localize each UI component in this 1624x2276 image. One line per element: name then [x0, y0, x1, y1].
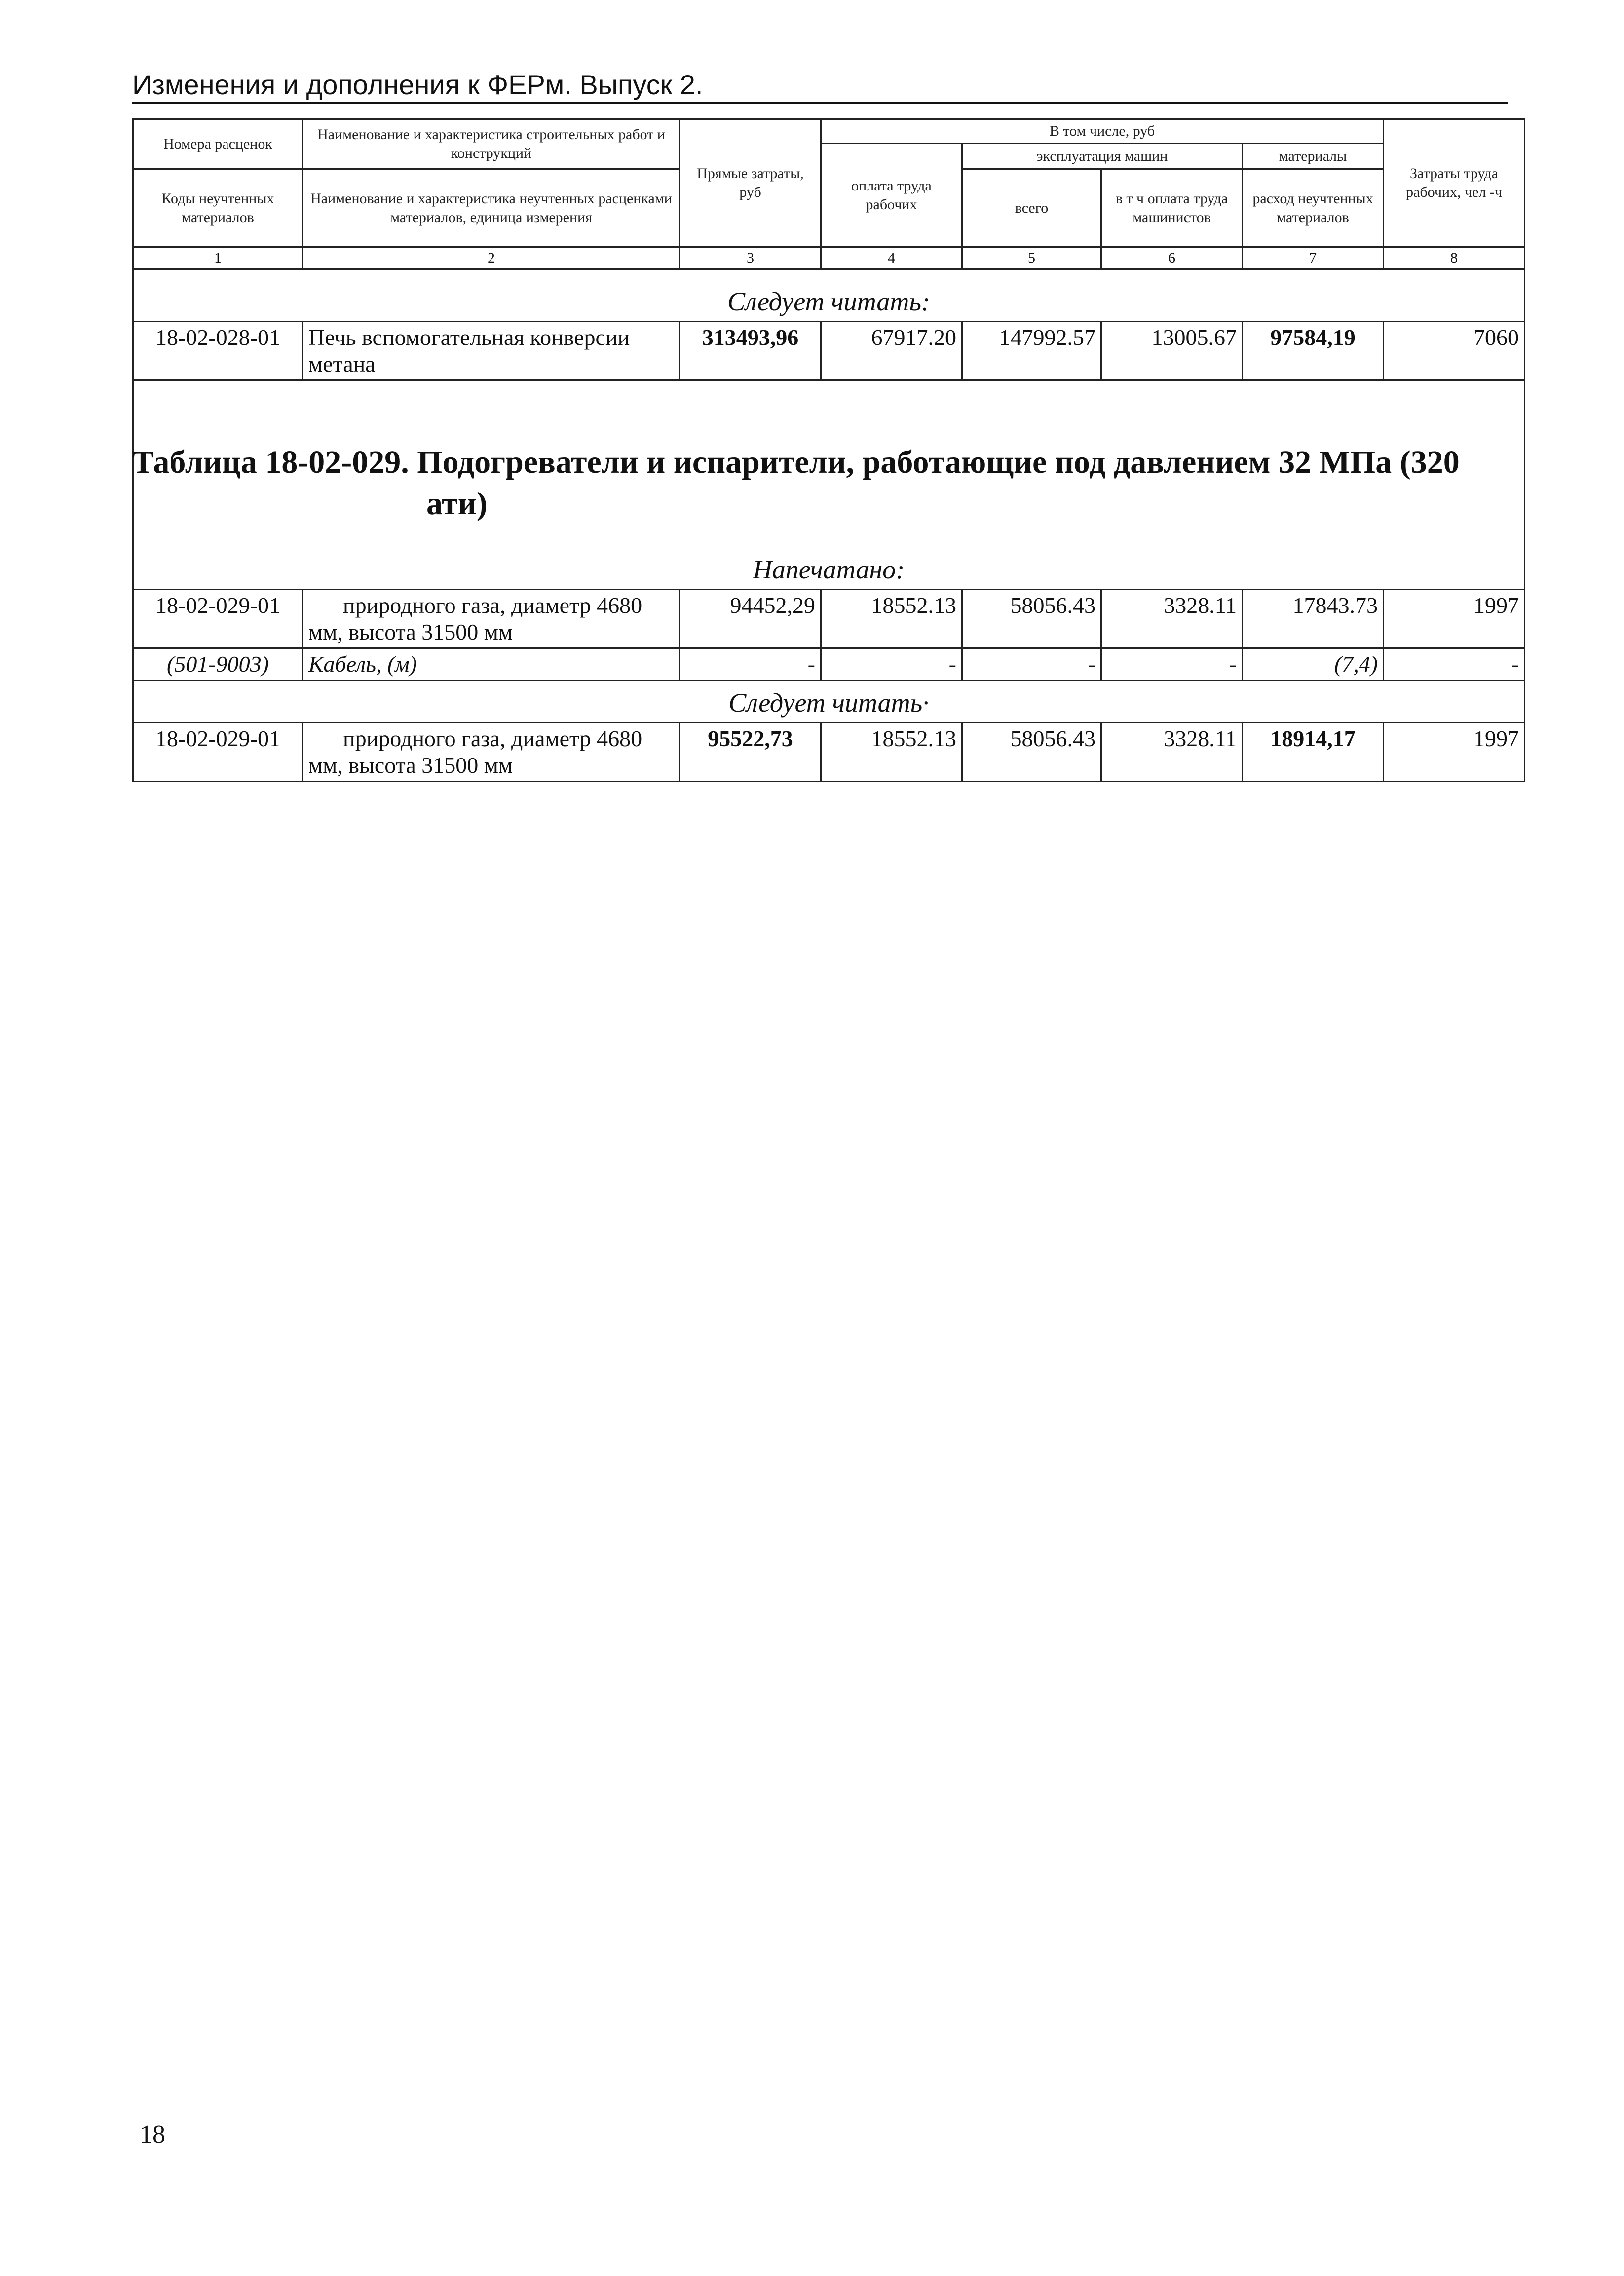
row-labor-hours: 1997 — [1384, 590, 1525, 648]
row-name: природного газа, диаметр 4680 мм, высота 31500 мм — [303, 590, 680, 648]
subrow-material-name: Кабель, (м) — [303, 648, 680, 681]
row-name: природного газа, диаметр 4680 мм, высота 31500 мм — [303, 723, 680, 782]
row-machines-total: 58056.43 — [962, 723, 1101, 782]
col-header-machines-total: всего — [962, 169, 1101, 247]
row-code: 18-02-028-01 — [133, 322, 303, 380]
row-labor-pay: 18552.13 — [821, 723, 962, 782]
subrow-labor-pay: - — [821, 648, 962, 681]
row-labor-hours: 7060 — [1384, 322, 1525, 380]
row-materials: 17843.73 — [1243, 590, 1384, 648]
col-number-1: 1 — [133, 247, 303, 269]
row-direct-costs: 94452,29 — [680, 590, 821, 648]
subrow-materials: (7,4) — [1243, 648, 1384, 681]
row-direct-costs: 313493,96 — [680, 322, 821, 380]
section-banner-should-read: Следует читать: — [133, 269, 1525, 322]
col-header-machine-operation: эксплуатация машин — [962, 144, 1243, 169]
row-labor-pay: 67917.20 — [821, 322, 962, 380]
subrow-direct-costs: - — [680, 648, 821, 681]
col-header-materials: материалы — [1243, 144, 1384, 169]
col-header-direct-costs: Прямые затраты, руб — [680, 119, 821, 247]
subrow-labor-hours: - — [1384, 648, 1525, 681]
col-header-rate-numbers: Номера расценок — [133, 119, 303, 169]
section-banner-printed: Напечатано: — [133, 548, 1525, 590]
row-machinists-pay: 3328.11 — [1101, 723, 1243, 782]
col-header-material-usage: расход неучтенных материалов — [1243, 169, 1384, 247]
page-number: 18 — [140, 2121, 165, 2149]
row-machines-total: 147992.57 — [962, 322, 1101, 380]
col-number-7: 7 — [1243, 247, 1384, 269]
col-number-3: 3 — [680, 247, 821, 269]
row-name: Печь вспомогательная конверсии метана — [303, 322, 680, 380]
col-number-8: 8 — [1384, 247, 1525, 269]
row-labor-pay: 18552.13 — [821, 590, 962, 648]
table-title-line-2: ати) — [426, 486, 488, 522]
subrow-material-code: (501-9003) — [133, 648, 303, 681]
col-number-4: 4 — [821, 247, 962, 269]
row-labor-hours: 1997 — [1384, 723, 1525, 782]
row-machinists-pay: 13005.67 — [1101, 322, 1243, 380]
col-number-6: 6 — [1101, 247, 1243, 269]
row-materials: 97584,19 — [1243, 322, 1384, 380]
col-header-labor-pay: оплата труда рабочих — [821, 144, 962, 247]
row-direct-costs: 95522,73 — [680, 723, 821, 782]
col-number-5: 5 — [962, 247, 1101, 269]
col-header-material-names: Наименование и характеристика неучтенных расценками материалов, единица измерения — [303, 169, 680, 247]
row-machines-total: 58056.43 — [962, 590, 1101, 648]
table-title — [132, 442, 1514, 525]
row-code: 18-02-029-01 — [133, 723, 303, 782]
subrow-machinists-pay: - — [1101, 648, 1243, 681]
col-header-labor-hours: Затраты труда рабочих, чел -ч — [1384, 119, 1525, 247]
col-header-material-codes: Коды неучтенных материалов — [133, 169, 303, 247]
col-header-work-name: Наименование и характеристика строительных работ и конструкций — [303, 119, 680, 169]
row-materials: 18914,17 — [1243, 723, 1384, 782]
section-banner-should-read: Следует читать· — [133, 681, 1525, 723]
row-machinists-pay: 3328.11 — [1101, 590, 1243, 648]
row-code: 18-02-029-01 — [133, 590, 303, 648]
col-header-including: В том числе, руб — [821, 119, 1384, 144]
header-rule — [132, 102, 1508, 104]
table-title-line-1: Таблица 18-02-029. Подогреватели и испарители, работающие под давлением 32 МПа (320 — [132, 444, 1460, 480]
col-header-machinists-pay: в т ч оплата труда машинистов — [1101, 169, 1243, 247]
subrow-machines-total: - — [962, 648, 1101, 681]
document-header-title: Изменения и дополнения к ФЕРм. Выпуск 2. — [132, 69, 703, 100]
col-number-2: 2 — [303, 247, 680, 269]
